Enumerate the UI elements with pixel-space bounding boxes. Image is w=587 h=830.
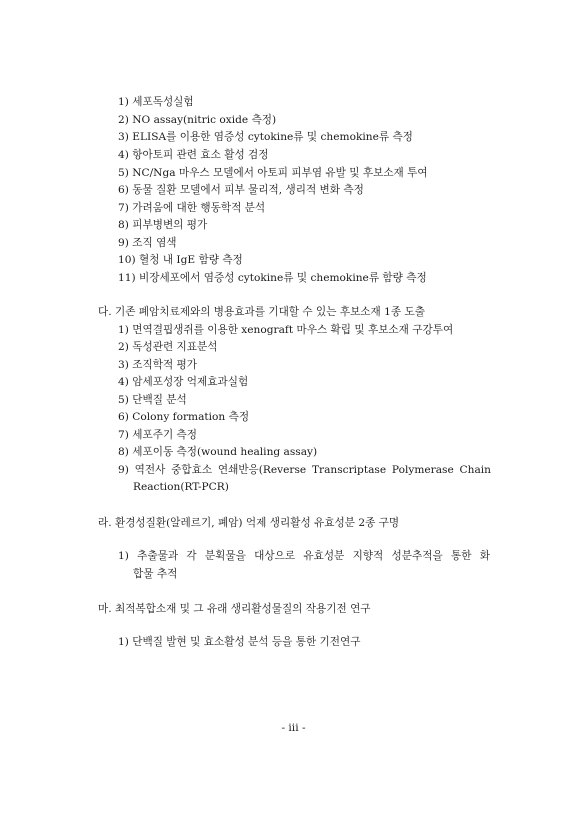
list-item: 1) 단백질 발현 및 효소활성 분석 등을 통한 기전연구 [118,636,361,648]
section-heading: 다. 기존 폐암치료제와의 병용효과를 기대할 수 있는 후보소재 1종 도출 [98,306,425,318]
section-heading: 라. 환경성질환(알레르기, 폐암) 억제 생리활성 유효성분 2종 구명 [98,517,400,529]
list-item: 11) 비장세포에서 염증성 cytokine류 및 chemokine류 함량 측정 [118,272,427,284]
list-item: 6) Colony formation 측정 [118,411,250,423]
list-item: 5) 단백질 분석 [118,394,187,406]
list-item: 7) 가려움에 대한 행동학적 분석 [118,202,266,214]
list-item-continuation: 합물 추적 [133,568,178,580]
list-item: 4) 암세포성장 억제효과실험 [118,376,249,388]
list-item: 1) 추출물과 각 분획물을 대상으로 유효성분 지향적 성분추적을 통한 화 [118,550,490,562]
list-item: 4) 항아토피 관련 효소 활성 검정 [118,149,269,161]
list-item: 1) 세포독성실험 [118,96,194,108]
list-item: 8) 세포이동 측정(wound healing assay) [118,446,318,458]
list-item: 6) 동물 질환 모델에서 피부 물리적, 생리적 변화 측정 [118,184,364,196]
list-item: 9) 역전사 중합효소 연쇄반응(Reverse Transcriptase Polymerase Chain [118,464,491,476]
list-item: 7) 세포주기 측정 [118,429,198,441]
list-item: 5) NC/Nga 마우스 모델에서 아토피 피부염 유발 및 후보소재 투여 [118,167,428,179]
list-item: 10) 혈청 내 IgE 함량 측정 [118,254,243,266]
page-number: - iii - [281,722,306,734]
list-item: 3) 조직학적 평가 [118,359,198,371]
section-heading: 마. 최적복합소재 및 그 유래 생리활성물질의 작용기전 연구 [98,603,371,615]
list-item: 8) 피부병변의 평가 [118,219,208,231]
list-item: 3) ELISA를 이용한 염증성 cytokine류 및 chemokine류 측정 [118,131,413,143]
list-item-continuation: Reaction(RT-PCR) [133,481,229,493]
list-item: 2) NO assay(nitric oxide 측정) [118,114,277,126]
list-item: 9) 조직 염색 [118,237,177,249]
list-item: 2) 독성관련 지표분석 [118,341,218,353]
list-item: 1) 면역결핍생쥐를 이용한 xenograft 마우스 확립 및 후보소재 구강투여 [118,324,454,336]
